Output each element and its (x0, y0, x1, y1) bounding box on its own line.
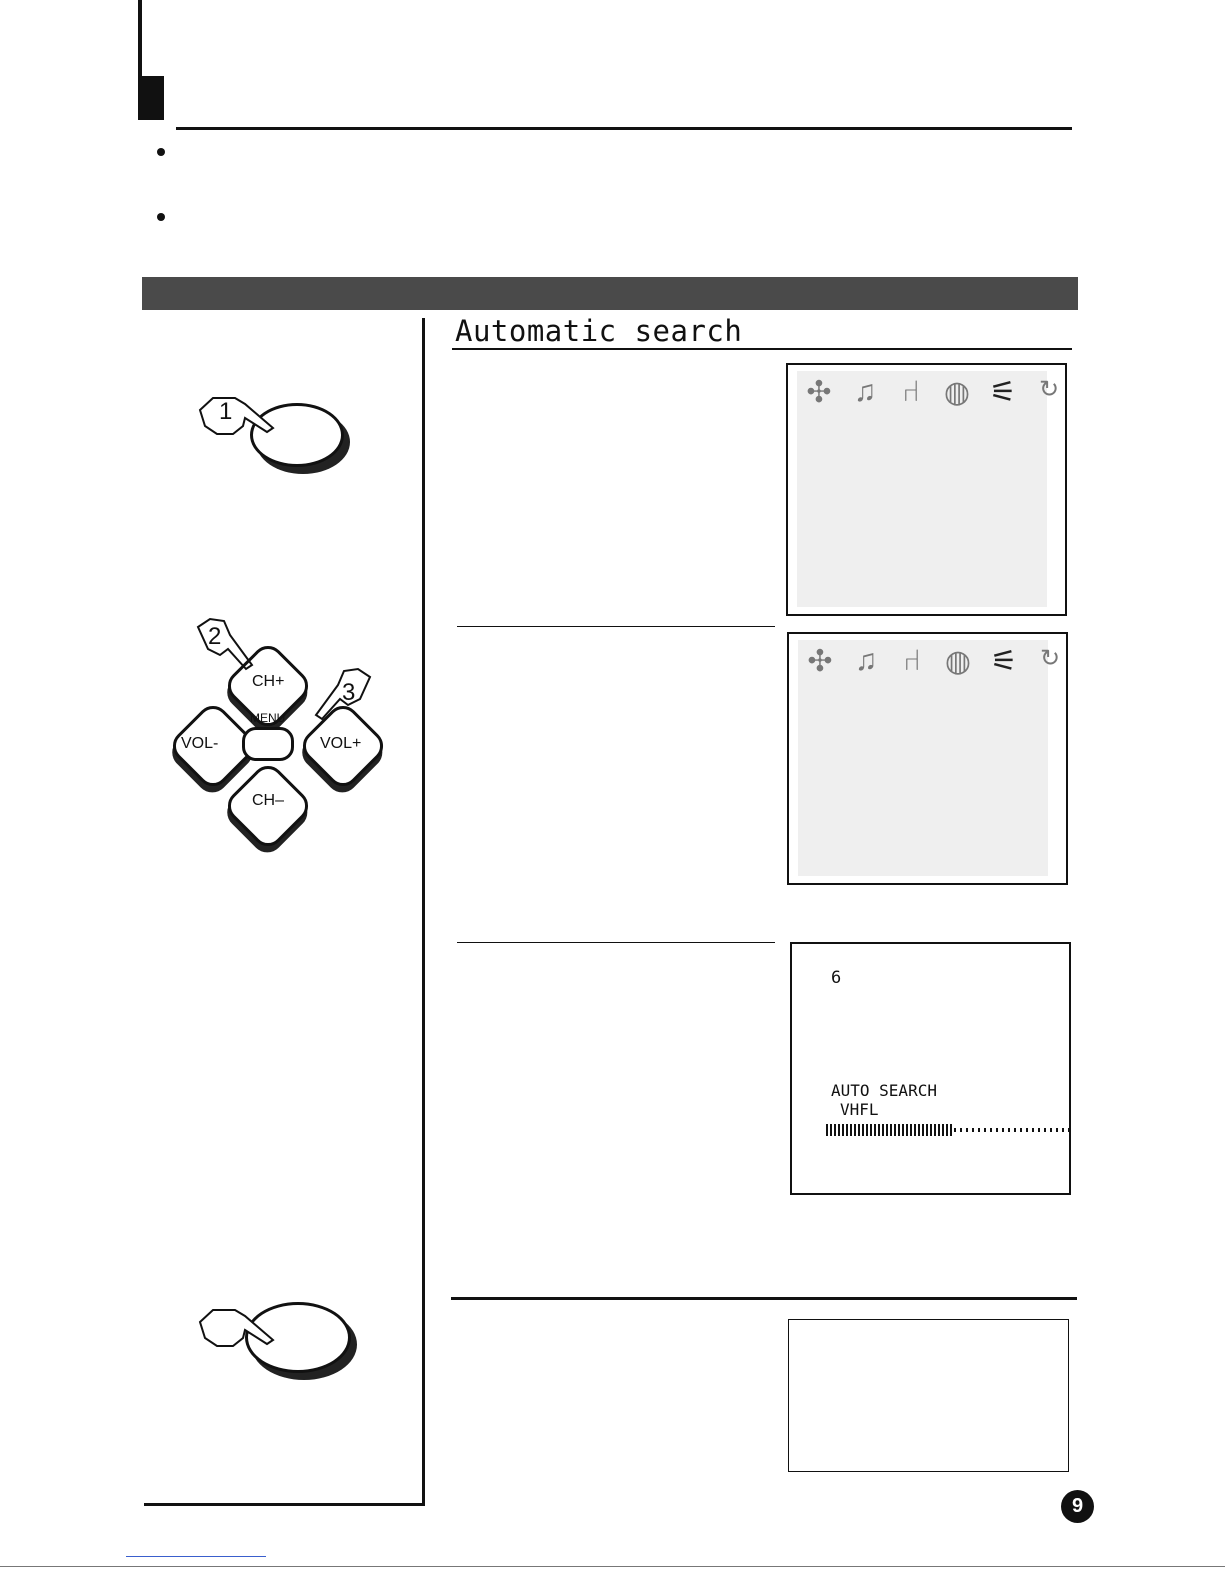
progress-tick-filled (938, 1124, 940, 1136)
progress-tick-filled (906, 1124, 908, 1136)
osd-channel-number: 6 (831, 968, 842, 988)
satellite-dish-icon: ⚟ (989, 376, 1017, 409)
progress-tick-filled (942, 1124, 944, 1136)
progress-tick-filled (914, 1124, 916, 1136)
vol-up-label: VOL+ (320, 735, 362, 752)
left-column-bottom-rule (144, 1503, 425, 1506)
progress-tick-filled (934, 1124, 936, 1136)
hand-pointer-icon (195, 390, 280, 445)
section-title: Automatic search (455, 314, 743, 348)
menu-key[interactable] (242, 727, 294, 761)
step1-illustration (195, 385, 355, 480)
progress-tick-filled (854, 1124, 856, 1136)
progress-tick-filled (930, 1124, 932, 1136)
progress-tick-filled (866, 1124, 868, 1136)
progress-tick-filled (922, 1124, 924, 1136)
header-block-tab (138, 76, 164, 120)
step-separator (457, 626, 775, 627)
globe-icon: ◍ (943, 376, 971, 409)
section-end-rule (451, 1297, 1077, 1300)
osd-menu-icons (804, 375, 1064, 410)
progress-tick-filled (886, 1124, 888, 1136)
puzzle-icon: ✣ (806, 376, 832, 409)
progress-tick-empty (966, 1128, 968, 1132)
hand-pointer-icon (190, 615, 260, 675)
progress-tick-filled (846, 1124, 848, 1136)
progress-tick-empty (972, 1128, 974, 1132)
footer-rule (0, 1566, 1225, 1567)
step-number-3: 3 (342, 679, 356, 706)
osd-band-label: VHFL (840, 1100, 879, 1119)
progress-tick-filled (894, 1124, 896, 1136)
progress-tick-empty (1008, 1128, 1010, 1132)
progress-tick-filled (890, 1124, 892, 1136)
step-separator (457, 942, 775, 943)
puzzle-icon: ✣ (807, 645, 833, 678)
column-divider (422, 318, 425, 1506)
header-rule (176, 127, 1072, 130)
progress-tick-filled (842, 1124, 844, 1136)
satellite-dish-icon: ⚟ (990, 645, 1018, 678)
music-note-icon: ♫ (853, 375, 877, 408)
progress-tick-filled (858, 1124, 860, 1136)
progress-tick-filled (850, 1124, 852, 1136)
osd-menu-icons (805, 644, 1065, 679)
progress-tick-filled (882, 1124, 884, 1136)
progress-tick-filled (862, 1124, 864, 1136)
progress-tick-filled (950, 1124, 952, 1136)
progress-tick-empty (1050, 1128, 1052, 1132)
footer-link-underline (126, 1556, 266, 1557)
step-number-1: 1 (219, 398, 233, 425)
chair-icon: ⑁ (902, 375, 920, 408)
progress-tick-filled (878, 1124, 880, 1136)
progress-tick-filled (838, 1124, 840, 1136)
osd-search-progress (826, 1124, 1072, 1136)
progress-tick-filled (918, 1124, 920, 1136)
bullet-2 (157, 213, 165, 221)
progress-tick-empty (954, 1128, 956, 1132)
progress-tick-filled (830, 1124, 832, 1136)
osd-screen-auto-search (790, 942, 1071, 1195)
progress-tick-filled (910, 1124, 912, 1136)
progress-tick-empty (1062, 1128, 1064, 1132)
progress-tick-filled (826, 1124, 828, 1136)
progress-tick-filled (898, 1124, 900, 1136)
progress-tick-empty (996, 1128, 998, 1132)
keypad-illustration (160, 615, 385, 850)
vol-down-label: VOL- (181, 735, 219, 752)
music-note-icon: ♫ (854, 644, 878, 677)
progress-tick-empty (1068, 1128, 1070, 1132)
section-title-rule (452, 348, 1072, 350)
progress-tick-empty (960, 1128, 962, 1132)
progress-tick-empty (1014, 1128, 1016, 1132)
progress-tick-filled (902, 1124, 904, 1136)
osd-screen-blank (788, 1319, 1069, 1472)
progress-tick-empty (984, 1128, 986, 1132)
progress-tick-empty (1026, 1128, 1028, 1132)
progress-tick-filled (926, 1124, 928, 1136)
step-number-2: 2 (208, 623, 222, 650)
chair-icon: ⑁ (903, 644, 921, 677)
globe-icon: ◍ (944, 645, 972, 678)
hand-pointer-icon (308, 665, 378, 725)
osd-screen-menu-selected (787, 632, 1068, 885)
progress-tick-filled (946, 1124, 948, 1136)
bullet-1 (157, 148, 165, 156)
progress-tick-empty (1032, 1128, 1034, 1132)
progress-tick-empty (1002, 1128, 1004, 1132)
osd-auto-search-label: AUTO SEARCH (831, 1081, 937, 1100)
progress-tick-empty (1056, 1128, 1058, 1132)
progress-tick-filled (874, 1124, 876, 1136)
progress-tick-filled (870, 1124, 872, 1136)
section-band (142, 277, 1078, 310)
progress-tick-filled (834, 1124, 836, 1136)
hand-pointer-icon (195, 1302, 280, 1357)
page-number: 9 (1061, 1490, 1094, 1523)
step4-illustration (195, 1297, 360, 1392)
menu-key-label: MENU (250, 711, 286, 725)
progress-tick-empty (990, 1128, 992, 1132)
progress-tick-empty (1044, 1128, 1046, 1132)
progress-tick-empty (1038, 1128, 1040, 1132)
ch-up-label: CH+ (252, 673, 285, 690)
refresh-icon: ↻ (1039, 645, 1061, 672)
ch-down-label: CH– (252, 792, 285, 809)
osd-screen-menu (786, 363, 1067, 616)
progress-tick-empty (978, 1128, 980, 1132)
refresh-icon: ↻ (1038, 376, 1060, 403)
progress-tick-empty (1020, 1128, 1022, 1132)
